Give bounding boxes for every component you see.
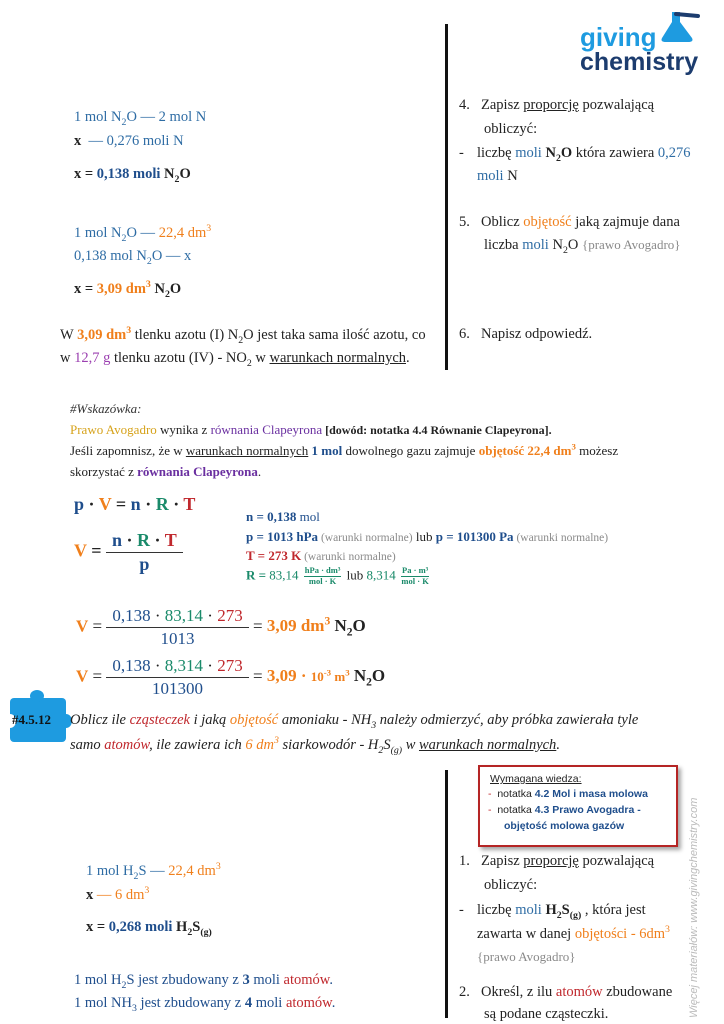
- calc-line-1: 1 mol $N_2O$ — 2 mol N: [74, 109, 207, 128]
- knowledge-item-1: - notatka 4.2 Mol i masa molowa: [488, 788, 648, 800]
- hint-line-2: Jeśli zapomnisz, że w warunkach normalnych 1 mol dowolnego gazu zajmuje objętość 22,4 $dm^3$ możesz: [70, 441, 619, 458]
- var-n: n = 0,138 mol: [246, 509, 320, 524]
- step-5-cont: liczba moli $N_2O$ {prawo Avogadro}: [484, 237, 681, 256]
- step-6: 6. Napisz odpowiedź.: [459, 326, 593, 342]
- task-badge: #4.5.12: [12, 712, 51, 727]
- var-p: p = 1013 hPa (warunki normalne) lub p = 101300 Pa (warunki normalne): [246, 529, 609, 544]
- volume-formula: V = $\frac{n \cdot R \cdot T}{p}$: [74, 530, 183, 575]
- knowledge-title: Wymagana wiedza:: [490, 773, 582, 785]
- flask-icon: [658, 10, 706, 44]
- step-2-cont: są podane cząsteczki.: [484, 1006, 609, 1022]
- brand-line2: chemistry: [580, 48, 699, 76]
- calc-result-2: x = 3,09 $dm^3$ $N_2O$: [74, 279, 182, 300]
- h2s-line-1: 1 mol $H_2S$ — 22,4 $dm^3$: [86, 861, 221, 882]
- calc-line-3: 1 mol $N_2O$ — 22,4 $dm^3$: [74, 223, 212, 244]
- step-1-cont: obliczyć:: [484, 877, 538, 893]
- required-knowledge-box: [478, 765, 678, 847]
- step-4-cont: obliczyć:: [484, 121, 538, 137]
- step-5: 5. Oblicz objętość jaką zajmuje dana: [459, 214, 680, 230]
- calc-result-1: x = 0,138 moli $N_2O$: [74, 166, 191, 185]
- var-T: T = 273 K (warunki normalne): [246, 548, 396, 563]
- atoms-line-2: 1 mol $NH_3$ jest zbudowany z 4 moli atomów.: [74, 995, 336, 1014]
- volume-calc-2: V = $\frac{0,138 \cdot 8,314 \cdot 273}{101300}$ = $3,09 \cdot 10^{-3}$ $m^3$ $N_2O$: [76, 656, 386, 698]
- calc-line-2: x — 0,276 moli N: [74, 133, 184, 149]
- knowledge-item-2-cont: objętość molowa gazów: [504, 820, 625, 832]
- knowledge-item-2: - notatka 4.3 Prawo Avogadra -: [488, 804, 641, 816]
- atoms-line-1: 1 mol $H_2S$ jest zbudowany z 3 moli atomów.: [74, 972, 333, 991]
- answer-line-2: w 12,7 g tlenku azotu $(IV) - NO_2$ w warunkach normalnych.: [60, 350, 410, 369]
- h2s-result: x = 0,268 moli $H_2S_{(g)}$: [86, 919, 212, 938]
- hint-line-1: Prawo Avogadro wynika z równania Clapeyrona [dowód: notatka 4.4 Równanie Clapeyrona].: [70, 422, 552, 437]
- volume-calc-1: V = $\frac{0,138 \cdot 83,14 \cdot 273}{1013}$ = 3,09 $dm^3$ $N_2O$: [76, 606, 366, 648]
- answer-line-1: W 3,09 $dm^3$ tlenku azotu (I) $N_2O$ jest taka sama ilość azotu, co: [60, 325, 426, 346]
- step-1: 1. Zapisz proporcję pozwalającą: [459, 853, 655, 869]
- clapeyron-equation: p · V = n · R · T: [74, 494, 196, 514]
- step-4: 4. Zapisz proporcję pozwalającą: [459, 97, 655, 113]
- hint-title: #Wskazówka:: [70, 401, 142, 416]
- task-line-2: samo atomów, ile zawiera ich 6 $dm^3$ siarkowodór - $H_2S_{(g)}$ w warunkach normalnych.: [70, 735, 560, 756]
- step-4-bullet-cont: moli N: [477, 168, 518, 184]
- brand-logo: [578, 10, 718, 74]
- var-R: R = 83,14 hPa · dm³ mol · K lub 8,314 Pa · m³ mol · K: [246, 565, 429, 586]
- calc-line-4: 0,138 mol $N_2O$ — x: [74, 248, 192, 267]
- step-1-bullet: - liczbę moli $H_2S_{(g)}$ , która jest: [459, 902, 646, 921]
- hint-line-3: skorzystać z równania Clapeyrona.: [70, 464, 262, 479]
- step-1-bullet-cont: zawarta w danej objętości - $6dm^3$: [477, 924, 670, 942]
- step-4-bullet: - liczbę moli $N_2O$ która zawiera 0,276: [459, 145, 691, 164]
- step-1-note: {prawo Avogadro}: [477, 949, 576, 964]
- divider-bottom: [445, 770, 448, 1018]
- step-2: 2. Określ, z ilu atomów zbudowane: [459, 984, 673, 1000]
- watermark: Więcej materiałów: www.givingchemistry.com: [688, 797, 700, 1018]
- task-line-1: Oblicz ile cząsteczek i jaką objętość amoniaku - $NH_3$ należy odmierzyć, aby próbka zawierała tyle: [70, 712, 639, 731]
- h2s-line-2: x — 6 $dm^3$: [86, 885, 150, 903]
- brand-line1: giving: [580, 22, 657, 52]
- divider-top: [445, 24, 448, 370]
